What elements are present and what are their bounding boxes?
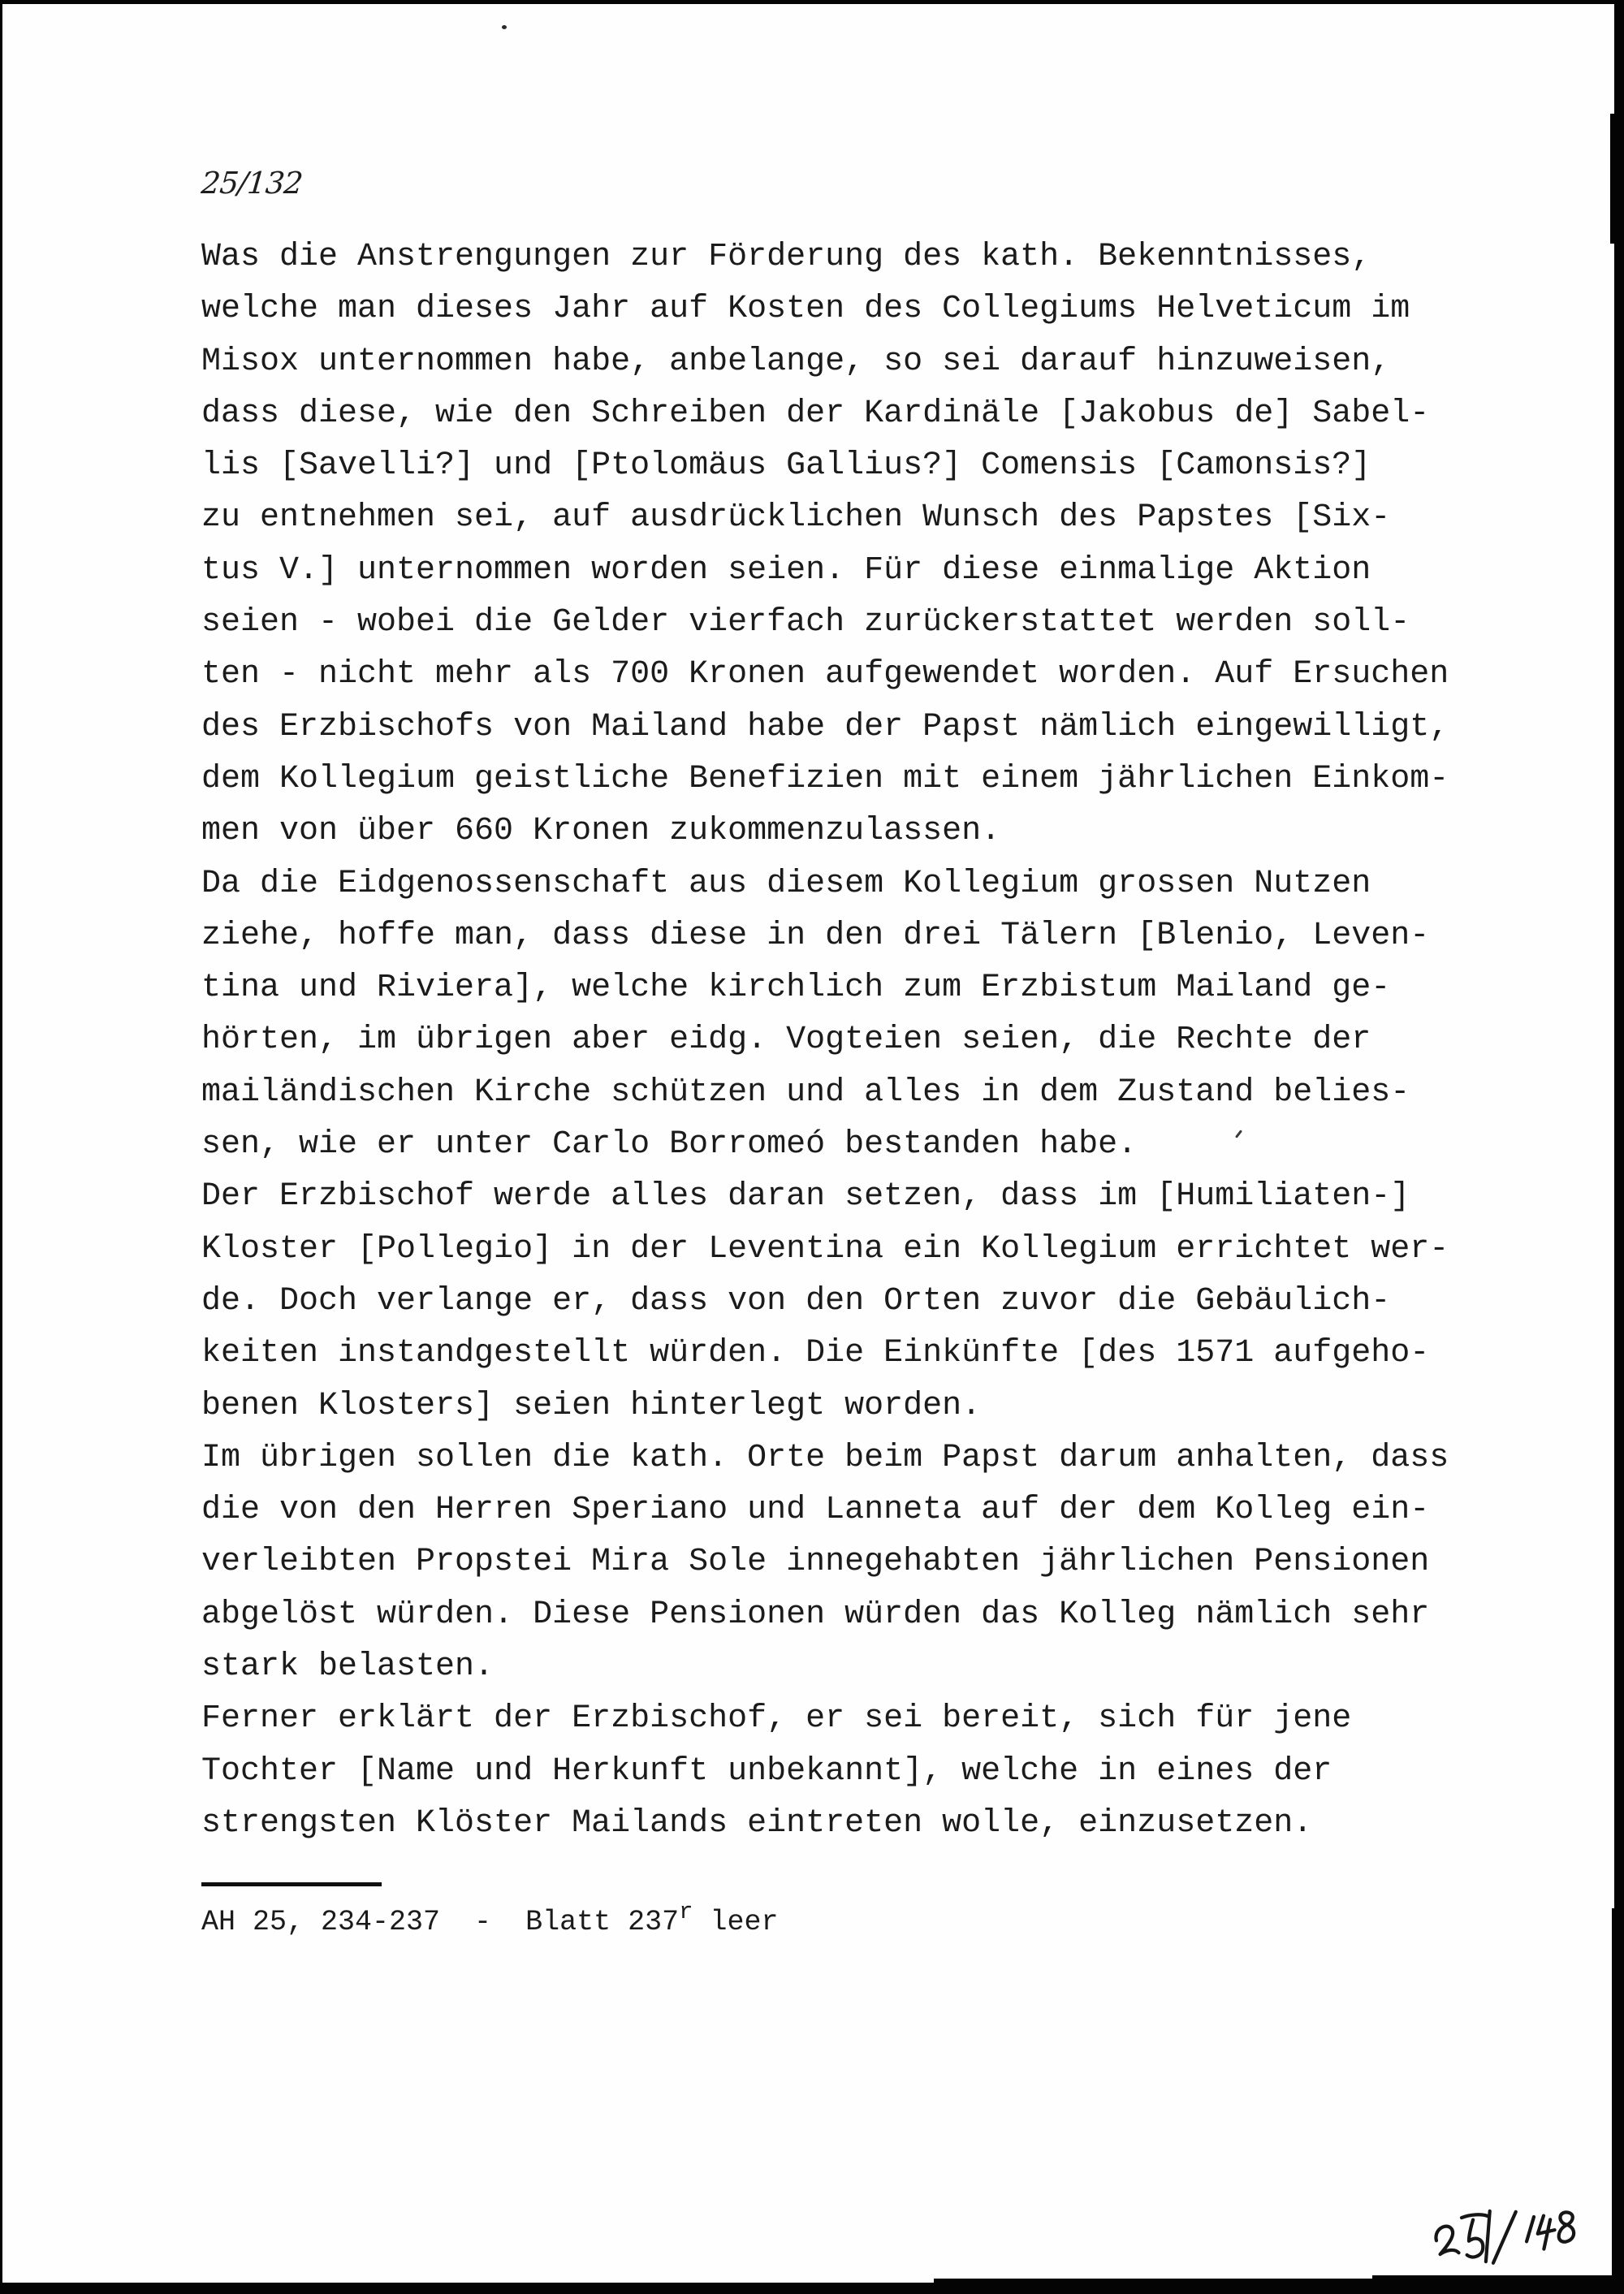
body-line: seien - wobei die Gelder vierfach zurückerstattet werden soll- bbox=[201, 604, 1410, 642]
scan-border-right-bulge bbox=[1610, 114, 1624, 244]
body-line: abgelöst würden. Diese Pensionen würden das Kolleg nämlich sehr bbox=[201, 1596, 1430, 1633]
handwritten-digit-8 bbox=[1558, 2212, 1574, 2242]
body-line: Im übrigen sollen die kath. Orte beim Papst darum anhalten, dass bbox=[201, 1439, 1449, 1476]
body-line: keiten instandgestellt würden. Die Einkünfte [des 1571 aufgeho- bbox=[201, 1335, 1430, 1372]
body-line: welche man dieses Jahr auf Kosten des Collegiums Helveticum im bbox=[201, 291, 1410, 328]
body-line: verleibten Propstei Mira Sole innegehabten jährlichen Pensionen bbox=[201, 1544, 1430, 1581]
body-line: ziehe, hoffe man, dass diese in den drei Tälern [Blenio, Leven- bbox=[201, 917, 1430, 954]
scan-border-top bbox=[0, 0, 1624, 4]
footer-reference-text: AH 25, 234-237 - Blatt 237 bbox=[201, 1906, 680, 1938]
scan-border-right-bulge-lower bbox=[1612, 1908, 1624, 2294]
page-number: 25/132 bbox=[200, 166, 304, 201]
body-line: stark belasten. bbox=[201, 1648, 495, 1686]
body-line: strengsten Klöster Mailands eintreten wolle, einzusetzen. bbox=[201, 1804, 1313, 1842]
body-line: benen Klosters] seien hinterlegt worden. bbox=[201, 1387, 982, 1424]
document-body bbox=[201, 231, 1449, 1850]
body-line: ten - nicht mehr als 700 Kronen aufgewendet worden. Auf Ersuchen bbox=[201, 656, 1449, 693]
footer-rule bbox=[201, 1882, 382, 1886]
handwritten-stroke bbox=[1484, 2211, 1492, 2262]
body-line: die von den Herren Speriano und Lanneta auf der dem Kolleg ein- bbox=[201, 1492, 1430, 1529]
body-line: zu entnehmen sei, auf ausdrücklichen Wunsch des Papstes [Six- bbox=[201, 499, 1391, 537]
body-line: dem Kollegium geistliche Benefizien mit einem jährlichen Einkom- bbox=[201, 760, 1449, 797]
handwritten-number bbox=[1424, 2201, 1597, 2279]
body-line: sen, wie er unter Carlo Borromeó bestanden habe. bbox=[201, 1126, 1138, 1164]
body-line: Misox unternommen habe, anbelange, so sei darauf hinzuweisen, bbox=[201, 343, 1391, 380]
body-line: tus V.] unternommen worden seien. Für diese einmalige Aktion bbox=[201, 551, 1371, 589]
body-line: men von über 660 Kronen zukommenzulassen. bbox=[201, 813, 1001, 850]
body-line: des Erzbischofs von Mailand habe der Papst nämlich eingewilligt, bbox=[201, 708, 1449, 745]
body-line: Tochter [Name und Herkunft unbekannt], welche in eines der bbox=[201, 1752, 1332, 1790]
handwritten-digit-5-body bbox=[1466, 2219, 1484, 2257]
handwritten-digit-4 bbox=[1537, 2215, 1555, 2249]
body-line: tina und Riviera], welche kirchlich zum Erzbistum Mailand ge- bbox=[201, 970, 1391, 1007]
body-line: Was die Anstrengungen zur Förderung des kath. Bekenntnisses, bbox=[201, 239, 1371, 275]
body-line: Der Erzbischof werde alles daran setzen, dass im [Humiliaten-] bbox=[201, 1178, 1410, 1216]
body-line: mailändischen Kirche schützen und alles in dem Zustand belies- bbox=[201, 1074, 1410, 1111]
body-line: lis [Savelli?] und [Ptolomäus Gallius?] Comensis [Camonsis?] bbox=[201, 447, 1371, 485]
handwritten-digit-5-bar bbox=[1462, 2214, 1488, 2218]
handwritten-slash bbox=[1492, 2212, 1518, 2263]
body-line: de. Doch verlange er, dass von den Orten zuvor die Gebäulich- bbox=[201, 1282, 1391, 1320]
body-line: Ferner erklärt der Erzbischof, er sei bereit, sich für jene bbox=[201, 1700, 1352, 1738]
scan-border-bottom-step-right bbox=[1372, 2275, 1624, 2294]
body-line: dass diese, wie den Schreiben der Kardinäle [Jakobus de] Sabel- bbox=[201, 395, 1430, 432]
body-line: Kloster [Pollegio] in der Leventina ein Kollegium errichtet wer- bbox=[201, 1230, 1449, 1268]
footer-suffix: leer bbox=[693, 1906, 779, 1938]
handwritten-digit-2 bbox=[1436, 2226, 1459, 2254]
footer-reference bbox=[201, 1899, 779, 1938]
handwritten-digit-1 bbox=[1526, 2217, 1535, 2241]
body-line: hörten, im übrigen aber eidg. Vogteien seien, die Rechte der bbox=[201, 1022, 1371, 1059]
scan-artifact-dot bbox=[502, 25, 507, 29]
footer-superscript: r bbox=[679, 1899, 693, 1925]
body-line: Da die Eidgenossenschaft aus diesem Kollegium grossen Nutzen bbox=[201, 865, 1371, 902]
scan-border-left bbox=[0, 0, 2, 2294]
